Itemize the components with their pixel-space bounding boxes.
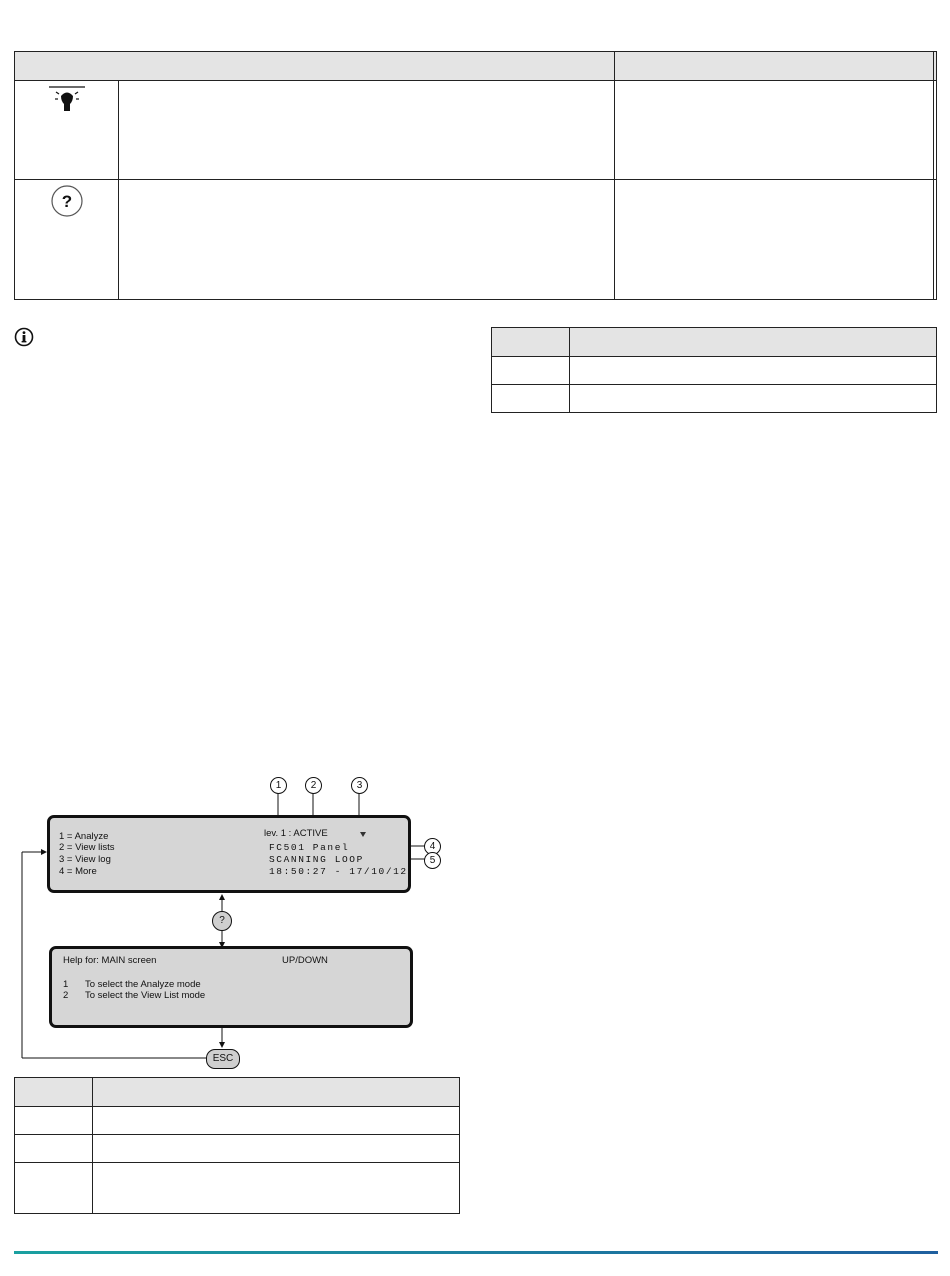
lamp-icon: [47, 85, 87, 115]
top-table: [14, 51, 937, 300]
callout-1: 1: [270, 777, 287, 794]
help-item-number: 1: [63, 979, 69, 990]
indicator-icon: [360, 832, 366, 838]
help-item-text: To select the Analyze mode: [85, 979, 201, 990]
help-screen-nav: UP/DOWN: [282, 955, 328, 966]
panel-name: FC501 Panel: [269, 842, 350, 853]
panel-state: SCANNING LOOP: [269, 854, 364, 865]
table-cell: [615, 180, 934, 300]
table-row: [492, 385, 937, 413]
table-row: [492, 357, 937, 385]
table-cell: [93, 1107, 460, 1135]
menu-item-view-log: 3 = View log: [59, 854, 111, 865]
table-cell: [15, 1107, 93, 1135]
table-cell-icon: [15, 81, 119, 180]
table-cell: [15, 1135, 93, 1163]
table-row: [15, 1135, 460, 1163]
bottom-table-header-1: [15, 1078, 93, 1107]
right-table-header-2: [570, 328, 937, 357]
table-row: [15, 180, 937, 300]
table-cell: [93, 1163, 460, 1214]
table-cell: [934, 81, 937, 180]
table-cell: [570, 385, 937, 413]
callout-5: 5: [424, 852, 441, 869]
table-cell: [615, 81, 934, 180]
callout-3: 3: [351, 777, 368, 794]
help-item-number: 2: [63, 990, 69, 1001]
table-cell-icon: [15, 180, 119, 300]
callout-4: 4: [424, 838, 441, 855]
top-table-header-3: [934, 52, 937, 81]
table-cell: [934, 180, 937, 300]
right-table: [491, 327, 937, 413]
info-icon: [14, 327, 34, 347]
table-cell: [15, 1163, 93, 1214]
table-cell: [119, 180, 615, 300]
callout-2: 2: [305, 777, 322, 794]
svg-text:?: ?: [61, 192, 72, 211]
menu-item-more: 4 = More: [59, 866, 97, 877]
main-lcd-screen: [47, 815, 411, 893]
table-cell: [492, 357, 570, 385]
table-cell: [492, 385, 570, 413]
panel-diagram: [0, 770, 470, 1075]
table-row: [15, 81, 937, 180]
footer-rule: [14, 1251, 938, 1254]
table-cell: [93, 1135, 460, 1163]
help-key-button[interactable]: ?: [212, 911, 232, 931]
bottom-table-header-2: [93, 1078, 460, 1107]
menu-item-analyze: 1 = Analyze: [59, 831, 109, 842]
table-row: [15, 1163, 460, 1214]
bottom-table: [14, 1077, 460, 1214]
top-table-header-1: [15, 52, 615, 81]
menu-item-view-lists: 2 = View lists: [59, 842, 115, 853]
help-screen-title: Help for: MAIN screen: [63, 955, 157, 966]
help-lcd-screen: [49, 946, 413, 1028]
top-table-header-2: [615, 52, 934, 81]
help-question-icon: [50, 184, 84, 218]
right-table-header-1: [492, 328, 570, 357]
table-cell: [570, 357, 937, 385]
esc-key-button[interactable]: ESC: [206, 1049, 240, 1069]
access-level-status: lev. 1 : ACTIVE: [264, 828, 328, 839]
table-cell: [119, 81, 615, 180]
help-item-text: To select the View List mode: [85, 990, 206, 1001]
panel-datetime: 18:50:27 - 17/10/12: [269, 866, 408, 877]
table-row: [15, 1107, 460, 1135]
